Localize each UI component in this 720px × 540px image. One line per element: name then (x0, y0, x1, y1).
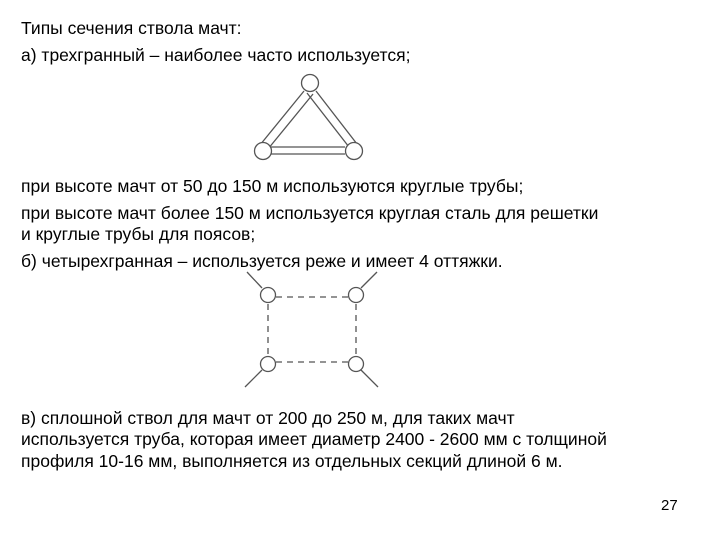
right-chord-circle (346, 143, 363, 160)
note-50-150m: при высоте мачт от 50 до 150 м используются круглые трубы; (21, 176, 524, 196)
item-c-solid-cont-1: используется труба, которая имеет диаметр 2400 - 2600 мм с толщиной (21, 429, 607, 449)
left-chord-circle (255, 143, 272, 160)
chord-circle-top-right (349, 288, 364, 303)
note-over-150m: при высоте мачт более 150 м используется круглая сталь для решетки (21, 203, 599, 223)
chord-circle-bottom-right (349, 357, 364, 372)
item-c-solid-cont-2: профиля 10-16 мм, выполняется из отдельных секций длиной 6 м. (21, 451, 563, 471)
item-b-square: б) четырехгранная – используется реже и имеет 4 оттяжки. (21, 251, 503, 271)
top-chord-circle (302, 75, 319, 92)
chord-circle-bottom-left (261, 357, 276, 372)
chord-circle-top-left (261, 288, 276, 303)
heading-section-types: Типы сечения ствола мачт: (21, 18, 242, 38)
item-a-triangular: а) трехгранный – наиболее часто используется; (21, 45, 411, 65)
item-c-solid: в) сплошной ствол для мачт от 200 до 250 м, для таких мачт (21, 408, 515, 428)
page-number: 27 (661, 497, 678, 514)
note-over-150m-cont: и круглые трубы для поясов; (21, 224, 256, 244)
